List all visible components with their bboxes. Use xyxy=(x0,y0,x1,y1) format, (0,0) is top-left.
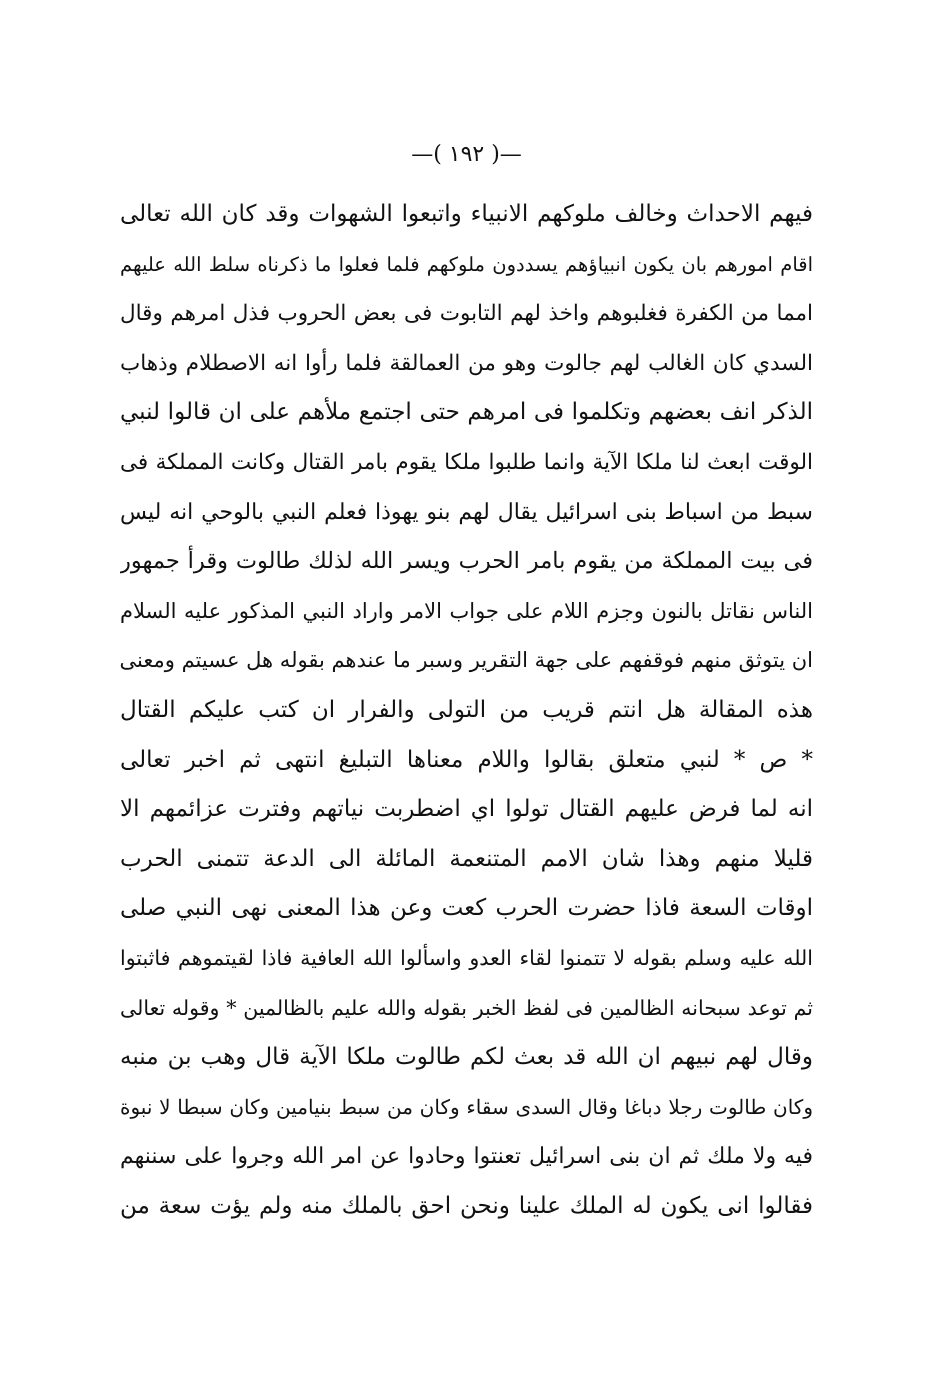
text-line: الوقت ابعث لنا ملكا الآية وانما طلبوا ملكا يقوم بامر القتال وكانت المملكة فى xyxy=(120,449,813,475)
text-body xyxy=(120,190,813,1231)
text-line: وقال لهم نبيهم ان الله قد بعث لكم طالوت ملكا الآية قال وهب بن منبه xyxy=(120,1044,813,1071)
text-line: سبط من اسباط بنى اسرائيل يقال لهم بنو يهوذا فعلم النبي بالوحي انه ليس xyxy=(120,499,813,525)
text-line: قليلا منهم وهذا شان الامم المتنعمة المائلة الى الدعة تتمنى الحرب xyxy=(120,845,813,872)
text-line: الذكر انف بعضهم وتكلموا فى امرهم حتى اجتمع ملأهم على ان قالوا لنبي xyxy=(120,399,813,426)
text-line: فيهم الاحداث وخالف ملوكهم الانبياء واتبعوا الشهوات وقد كان الله تعالى xyxy=(120,201,813,227)
text-line: ثم توعد سبحانه الظالمين فى لفظ الخبر بقوله والله عليم بالظالمين * وقوله تعالى xyxy=(120,995,813,1020)
text-line: اقام امورهم بان يكون انبياؤهم يسددون ملوكهم فلما فعلوا ما ذكرناه سلط الله عليهم xyxy=(120,252,813,276)
text-line: الناس نقاتل بالنون وجزم اللام على جواب الامر واراد النبي المذكور عليه السلام xyxy=(120,598,813,623)
text-line: هذه المقالة هل انتم قريب من التولى والفرار ان كتب عليكم القتال xyxy=(120,696,813,723)
text-line: الله عليه وسلم بقوله لا تتمنوا لقاء العدو واسألوا الله العافية فاذا لقيتموهم فاثبتوا xyxy=(120,945,813,970)
text-line: السدي كان الغالب لهم جالوت وهو من العمالقة فلما رأوا انه الاصطلام وذهاب xyxy=(120,350,813,376)
text-line: اوقات السعة فاذا حضرت الحرب كعت وعن هذا المعنى نهى النبي صلى xyxy=(120,895,813,922)
page-number: —( ١٩٢ )— xyxy=(411,142,522,167)
text-line: * ص * لنبي متعلق بقالوا واللام معناها التبليغ انتهى ثم اخبر تعالى xyxy=(120,746,813,773)
text-line: ان يتوثق منهم فوقفهم على جهة التقرير وسبر ما عندهم بقوله هل عسيتم ومعنى xyxy=(120,648,813,673)
text-line: فقالوا انى يكون له الملك علينا ونحن احق بالملك منه ولم يؤت سعة من xyxy=(120,1192,813,1219)
text-line: فى بيت المملكة من يقوم بامر الحرب ويسر الله لذلك طالوت وقرأ جمهور xyxy=(120,548,813,575)
text-line: فيه ولا ملك ثم ان بنى اسرائيل تعنتوا وحادوا عن امر الله وجروا على سننهم xyxy=(120,1144,813,1170)
text-line: وكان طالوت رجلا دباغا وقال السدى سقاء وكان من سبط بنيامين وكان سبطا لا نبوة xyxy=(120,1094,813,1119)
text-line: امما من الكفرة فغلبوهم واخذ لهم التابوت فى بعض الحروب فذل امرهم وقال xyxy=(120,301,813,327)
text-line: انه لما فرض عليهم القتال تولوا اي اضطربت نياتهم وفترت عزائمهم الا xyxy=(120,796,813,823)
